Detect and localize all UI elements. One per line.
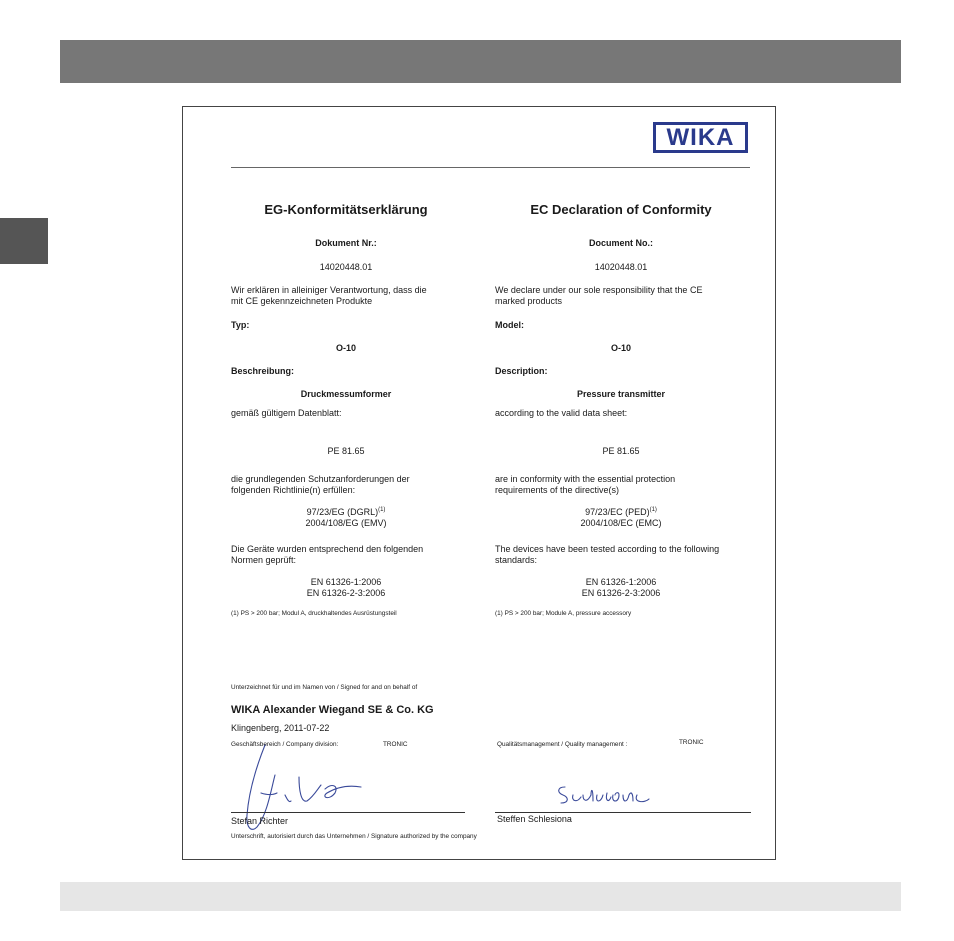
english-datasheet: PE 81.65 — [602, 446, 640, 456]
german-doc-no: 14020448.01 — [319, 262, 373, 272]
english-footnote: (1) PS > 200 bar; Module A, pressure accessory — [495, 610, 632, 617]
company-name: WIKA Alexander Wiegand SE & Co. KG — [231, 704, 434, 716]
german-declare-line-1: Wir erklären in alleiniger Verantwortung, dass die — [231, 285, 427, 295]
english-directive-2: 2004/108/EC (EMC) — [580, 518, 662, 528]
german-conform-line-1: die grundlegenden Schutzanforderungen der — [231, 474, 410, 484]
signer-2-name: Steffen Schlesiona — [497, 814, 572, 824]
english-heading: EC Declaration of Conformity — [530, 202, 712, 217]
signature-steffen-schlesiona — [553, 781, 653, 811]
division-label: Geschäftsbereich / Company division: — [231, 741, 339, 748]
german-heading: EG-Konformitätserklärung — [264, 202, 428, 217]
german-desc-label: Beschreibung: — [231, 366, 295, 376]
german-footnote: (1) PS > 200 bar; Modul A, druckhaltendes Ausrüstungsteil — [231, 610, 397, 617]
place-date: Klingenberg, 2011-07-22 — [231, 723, 330, 733]
german-desc: Druckmessumformer — [300, 389, 392, 399]
english-conform-line-1: are in conformity with the essential protection — [495, 474, 676, 484]
german-directive-2: 2004/108/EG (EMV) — [305, 518, 387, 528]
german-datasheet-text: gemäß gültigem Datenblatt: — [231, 408, 342, 418]
german-directive-1-text: 97/23/EG (DGRL) — [306, 507, 379, 517]
footer-bar — [60, 882, 901, 911]
german-tested-line-1: Die Geräte wurden entsprechend den folgenden — [231, 544, 424, 554]
english-tested-line-1: The devices have been tested according to the following — [495, 544, 720, 554]
english-directive-1 — [495, 507, 747, 518]
german-conform-line-2: folgenden Richtlinie(n) erfüllen: — [231, 485, 356, 495]
division-value: TRONIC — [383, 741, 408, 748]
authorized-text: Unterschrift, autorisiert durch das Unternehmen / Signature authorized by the company — [231, 833, 477, 840]
english-doc-no-label: Document No.: — [589, 238, 653, 248]
signature-line-2 — [495, 812, 751, 813]
english-standard-2: EN 61326-2-3:2006 — [581, 588, 661, 598]
english-type-label: Model: — [495, 320, 524, 330]
english-directive-1-footnote-mark: (1) — [649, 507, 657, 513]
german-type: O-10 — [335, 343, 356, 353]
header-bar — [60, 40, 901, 83]
german-standard-2: EN 61326-2-3:2006 — [306, 588, 386, 598]
english-type: O-10 — [610, 343, 631, 353]
german-datasheet: PE 81.65 — [327, 446, 365, 456]
german-directive-1 — [231, 507, 461, 518]
german-directive-1-footnote-mark: (1) — [378, 507, 386, 513]
quality-value: TRONIC — [679, 739, 704, 746]
english-tested-line-2: standards: — [495, 555, 538, 565]
header-divider — [231, 167, 750, 168]
side-tab-marker — [0, 218, 48, 264]
conformity-declaration-document — [182, 106, 776, 860]
english-desc-label: Description: — [495, 366, 548, 376]
english-conform-line-2: requirements of the directive(s) — [495, 485, 620, 495]
english-declare-line-2: marked products — [495, 296, 563, 306]
english-datasheet-text: according to the valid data sheet: — [495, 408, 628, 418]
english-desc: Pressure transmitter — [576, 389, 666, 399]
wika-logo-text: WIKA — [666, 123, 735, 151]
signed-for-text: Unterzeichnet für und im Namen von / Signed for and on behalf of — [231, 684, 418, 691]
german-tested-line-2: Normen geprüft: — [231, 555, 297, 565]
english-standard-1: EN 61326-1:2006 — [585, 577, 657, 587]
english-directive-1-text: 97/23/EC (PED) — [585, 507, 650, 517]
wika-logo — [653, 122, 748, 153]
german-declare-line-2: mit CE gekennzeichneten Produkte — [231, 296, 373, 306]
signer-1-name: Stefan Richter — [231, 816, 289, 826]
english-declare-line-1: We declare under our sole responsibility that the CE — [495, 285, 703, 295]
german-type-label: Typ: — [231, 320, 250, 330]
german-doc-no-label: Dokument Nr.: — [315, 238, 377, 248]
english-doc-no: 14020448.01 — [594, 262, 648, 272]
quality-label: Qualitätsmanagement / Quality management : — [497, 741, 628, 748]
german-standard-1: EN 61326-1:2006 — [310, 577, 382, 587]
signature-line-1 — [231, 812, 465, 813]
